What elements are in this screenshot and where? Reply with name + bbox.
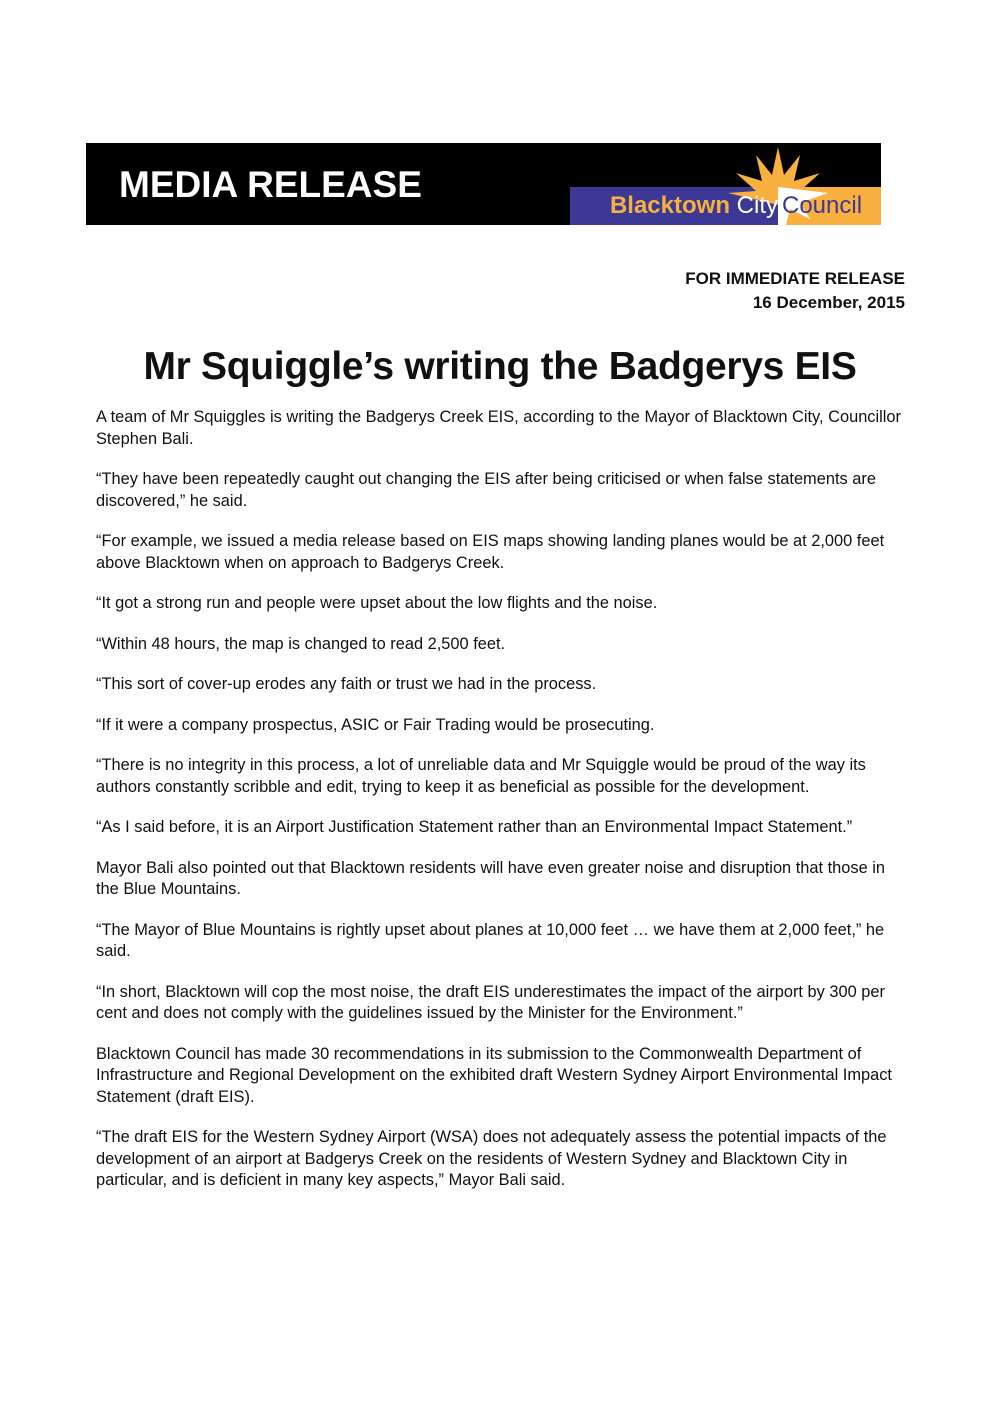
release-info: [685, 267, 905, 315]
logo-word-council: Council: [782, 192, 863, 219]
paragraph: “Within 48 hours, the map is changed to read 2,500 feet.: [96, 634, 506, 653]
paragraph: Mayor Bali also pointed out that Blacktown residents will have even greater noise and disruption that those in the Blue Mountains.: [96, 858, 886, 898]
logo-word-blacktown: Blacktown: [609, 192, 730, 219]
paragraph: “If it were a company prospectus, ASIC or Fair Trading would be prosecuting.: [96, 715, 655, 734]
paragraph: “They have been repeatedly caught out changing the EIS after being criticised or when false statements are discovered,” he said.: [96, 470, 876, 510]
paragraph: “There is no integrity in this process, a lot of unreliable data and Mr Squiggle would be proud of the way its authors constantly scribble and edit, trying to keep it as beneficial as possible for the development.: [96, 756, 866, 796]
paragraph: “The Mayor of Blue Mountains is rightly upset about planes at 10,000 feet … we have them at 2,000 feet,” he said.: [96, 920, 885, 960]
media-release-banner: [86, 143, 881, 225]
paragraph: “This sort of cover-up erodes any faith or trust we had in the process.: [96, 675, 597, 693]
paragraph: “As I said before, it is an Airport Justification Statement rather than an Environmental Impact Statement.”: [96, 818, 853, 836]
paragraph: Blacktown Council has made 30 recommendations in its submission to the Commonwealth Department of Infrastructure and Regional Development on the exhibited draft Western Sydney Airport Environmental Impact Statement (draft EIS).: [96, 1044, 892, 1106]
logo-text-left: [570, 191, 778, 221]
release-label: FOR IMMEDIATE RELEASE: [685, 269, 905, 288]
paragraph: “The draft EIS for the Western Sydney Airport (WSA) does not adequately assess the potential impacts of the development of an airport at Badgerys Creek on the residents of Western Sydney and Blacktown City in particular, and is deficient in many key aspects,” Mayor Bali said.: [96, 1128, 887, 1189]
paragraph: “For example, we issued a media release based on EIS maps showing landing planes would be at 2,000 feet above Blacktown when on approach to Badgerys Creek.: [96, 532, 885, 572]
blacktown-city-council-logo: [570, 143, 881, 225]
article-body: [96, 407, 911, 1211]
paragraph: “It got a strong run and people were upset about the low flights and the noise.: [96, 594, 658, 612]
paragraph: “In short, Blacktown will cop the most noise, the draft EIS underestimates the impact of the airport by 300 per cent and does not comply with the guidelines issued by the Minister for the Environment.”: [96, 982, 885, 1022]
banner-title: MEDIA RELEASE: [119, 164, 422, 205]
release-date: 16 December, 2015: [752, 293, 905, 312]
logo-word-city: City: [736, 192, 778, 219]
paragraph: A team of Mr Squiggles is writing the Badgerys Creek EIS, according to the Mayor of Blacktown City, Councillor Stephen Bali.: [96, 408, 902, 448]
headline: Mr Squiggle’s writing the Badgerys EIS: [143, 345, 857, 388]
